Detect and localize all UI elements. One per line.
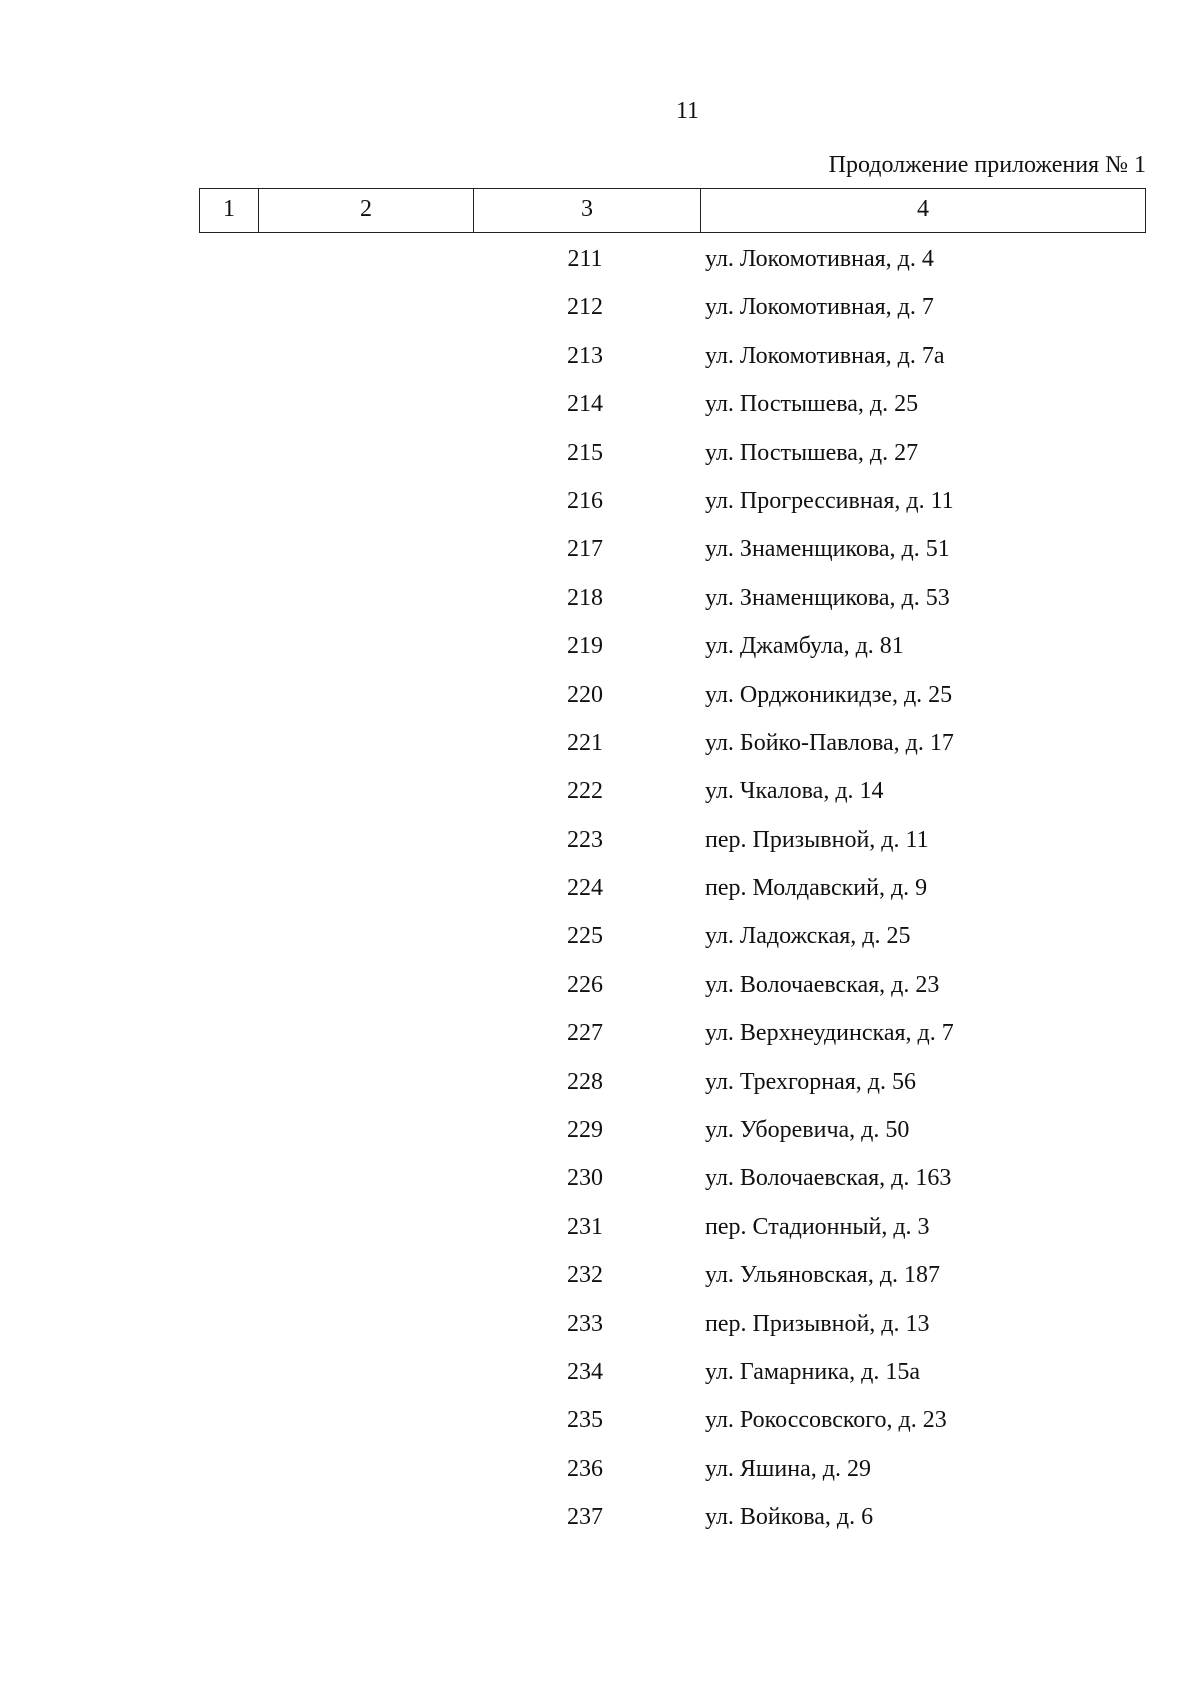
table-row (0, 337, 1200, 385)
row-address: ул. Постышева, д. 25 (705, 391, 919, 418)
row-number: 237 (567, 1504, 603, 1531)
row-number: 220 (567, 681, 603, 708)
table-row (0, 288, 1200, 336)
row-address: ул. Локомотивная, д. 7а (705, 342, 945, 369)
row-address: ул. Орджоникидзе, д. 25 (705, 681, 953, 708)
table-row (0, 966, 1200, 1014)
row-number: 230 (567, 1165, 603, 1192)
row-address: ул. Войкова, д. 6 (705, 1504, 874, 1531)
row-number: 227 (567, 1020, 603, 1047)
table-row (0, 821, 1200, 869)
table-row (0, 579, 1200, 627)
row-address: ул. Локомотивная, д. 4 (705, 246, 934, 272)
header-col-2: 2 (259, 189, 474, 232)
header-col-3: 3 (474, 189, 701, 232)
row-number: 216 (567, 487, 603, 514)
table-row (0, 385, 1200, 433)
table-row (0, 917, 1200, 965)
row-address: ул. Волочаевская, д. 23 (705, 971, 940, 998)
row-number: 215 (567, 439, 603, 466)
row-address: ул. Трехгорная, д. 56 (705, 1068, 916, 1095)
row-address: пер. Молдавский, д. 9 (705, 875, 928, 902)
row-number: 213 (567, 342, 603, 369)
row-number: 217 (567, 536, 603, 563)
table-row (0, 1498, 1200, 1546)
table-row (0, 240, 1200, 288)
row-address: ул. Постышева, д. 27 (705, 439, 919, 466)
row-number: 234 (567, 1358, 603, 1385)
row-address: ул. Прогрессивная, д. 11 (705, 487, 954, 514)
table-row (0, 482, 1200, 530)
row-address: ул. Яшина, д. 29 (705, 1455, 871, 1482)
row-number: 218 (567, 584, 603, 611)
row-number: 225 (567, 923, 603, 950)
row-address: ул. Гамарника, д. 15а (705, 1358, 921, 1385)
header-col-4: 4 (917, 196, 929, 222)
row-address: ул. Чкалова, д. 14 (705, 778, 884, 805)
row-number: 214 (567, 391, 603, 418)
row-address: пер. Призывной, д. 11 (705, 826, 929, 853)
row-address: ул. Рокоссовского, д. 23 (705, 1407, 947, 1434)
row-number: 232 (567, 1262, 603, 1289)
table-row (0, 1159, 1200, 1207)
row-number: 226 (567, 971, 603, 998)
row-number: 228 (567, 1068, 603, 1095)
row-number: 221 (567, 729, 603, 756)
header-col-1: 1 (200, 189, 259, 232)
row-number: 224 (567, 875, 603, 902)
row-number: 236 (567, 1455, 603, 1482)
row-number: 211 (567, 246, 603, 272)
table-row (0, 772, 1200, 820)
row-number: 229 (567, 1117, 603, 1144)
table-row (0, 627, 1200, 675)
row-address: ул. Джамбула, д. 81 (705, 633, 904, 660)
table-row (0, 1111, 1200, 1159)
row-number: 231 (567, 1213, 603, 1240)
row-address: ул. Ульяновская, д. 187 (705, 1262, 941, 1289)
row-address: ул. Бойко-Павлова, д. 17 (705, 729, 954, 756)
row-address: ул. Ладожская, д. 25 (705, 923, 911, 950)
row-address: ул. Знаменщикова, д. 51 (705, 536, 950, 563)
table-row (0, 1401, 1200, 1449)
row-address: ул. Уборевича, д. 50 (705, 1117, 910, 1144)
table-row (0, 724, 1200, 772)
row-address: ул. Волочаевская, д. 163 (705, 1165, 952, 1192)
row-number: 212 (567, 294, 603, 321)
table-row (0, 1063, 1200, 1111)
table-row (0, 530, 1200, 578)
row-address: ул. Локомотивная, д. 7 (705, 294, 934, 321)
row-number: 233 (567, 1310, 603, 1337)
row-address: ул. Верхнеудинская, д. 7 (705, 1020, 954, 1047)
table-header (199, 188, 1146, 233)
table-row (0, 1208, 1200, 1256)
table-row (0, 1256, 1200, 1304)
table-row (0, 1353, 1200, 1401)
row-number: 223 (567, 826, 603, 853)
table-row (0, 1014, 1200, 1062)
row-address: пер. Призывной, д. 13 (705, 1310, 930, 1337)
table-body (0, 240, 1200, 1547)
continuation-label: Продолжение приложения № 1 (828, 152, 1146, 178)
table-row (0, 676, 1200, 724)
row-number: 235 (567, 1407, 603, 1434)
row-number: 219 (567, 633, 603, 660)
page-number: 11 (675, 98, 700, 124)
row-number: 222 (567, 778, 603, 805)
table-row (0, 1305, 1200, 1353)
row-address: ул. Знаменщикова, д. 53 (705, 584, 950, 611)
table-row (0, 1450, 1200, 1498)
row-address: пер. Стадионный, д. 3 (705, 1213, 930, 1240)
table-row (0, 869, 1200, 917)
table-row (0, 434, 1200, 482)
